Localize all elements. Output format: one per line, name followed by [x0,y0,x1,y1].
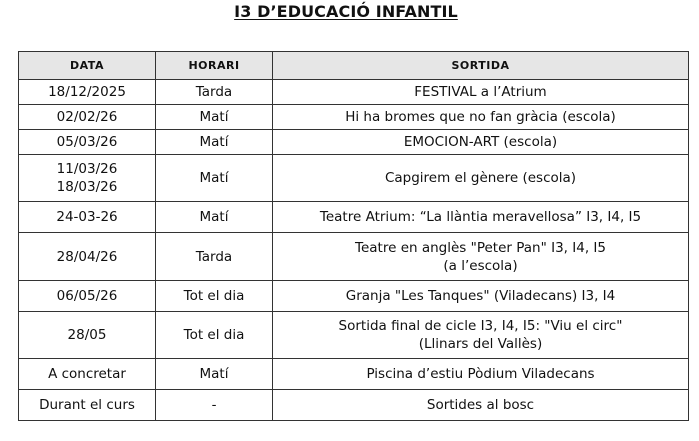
table-row [19,390,689,421]
time-cell: Matí [156,105,273,130]
outing-cell: FESTIVAL a l’Atrium [273,80,689,105]
table-row [19,130,689,155]
header-outing: SORTIDA [273,52,689,80]
time-cell: Matí [156,155,273,202]
date-cell: 06/05/26 [19,281,156,312]
time-cell: - [156,390,273,421]
document-title: I3 D’EDUCACIÓ INFANTIL [234,2,458,21]
outings-table [18,51,689,421]
table-header-row [19,52,689,80]
table-row [19,202,689,233]
date-cell: 24-03-26 [19,202,156,233]
time-cell: Tarda [156,80,273,105]
outing-cell: Hi ha bromes que no fan gràcia (escola) [273,105,689,130]
time-cell: Matí [156,359,273,390]
time-cell: Matí [156,202,273,233]
table-row [19,281,689,312]
table-row [19,312,689,359]
date-cell: Durant el curs [19,390,156,421]
outing-cell: Capgirem el gènere (escola) [273,155,689,202]
time-cell: Tot el dia [156,281,273,312]
outing-cell: EMOCION-ART (escola) [273,130,689,155]
date-cell: 02/02/26 [19,105,156,130]
table-row [19,359,689,390]
header-time: HORARI [156,52,273,80]
header-date: DATA [19,52,156,80]
outing-cell: Granja "Les Tanques" (Viladecans) I3, I4 [273,281,689,312]
date-cell: 18/12/2025 [19,80,156,105]
time-cell: Tot el dia [156,312,273,359]
table-row [19,80,689,105]
date-cell: 28/05 [19,312,156,359]
time-cell: Matí [156,130,273,155]
date-cell: 05/03/26 [19,130,156,155]
table-row [19,233,689,281]
date-cell: A concretar [19,359,156,390]
table-row [19,105,689,130]
date-cell: 28/04/26 [19,233,156,281]
outing-cell: Sortida final de cicle I3, I4, I5: "Viu el circ" (Llinars del Vallès) [273,312,689,359]
table-row [19,155,689,202]
outing-cell: Teatre en anglès "Peter Pan" I3, I4, I5 (a l’escola) [273,233,689,281]
time-cell: Tarda [156,233,273,281]
date-cell: 11/03/26 18/03/26 [19,155,156,202]
outing-cell: Teatre Atrium: “La llàntia meravellosa” I3, I4, I5 [273,202,689,233]
outing-cell: Piscina d’estiu Pòdium Viladecans [273,359,689,390]
outing-cell: Sortides al bosc [273,390,689,421]
